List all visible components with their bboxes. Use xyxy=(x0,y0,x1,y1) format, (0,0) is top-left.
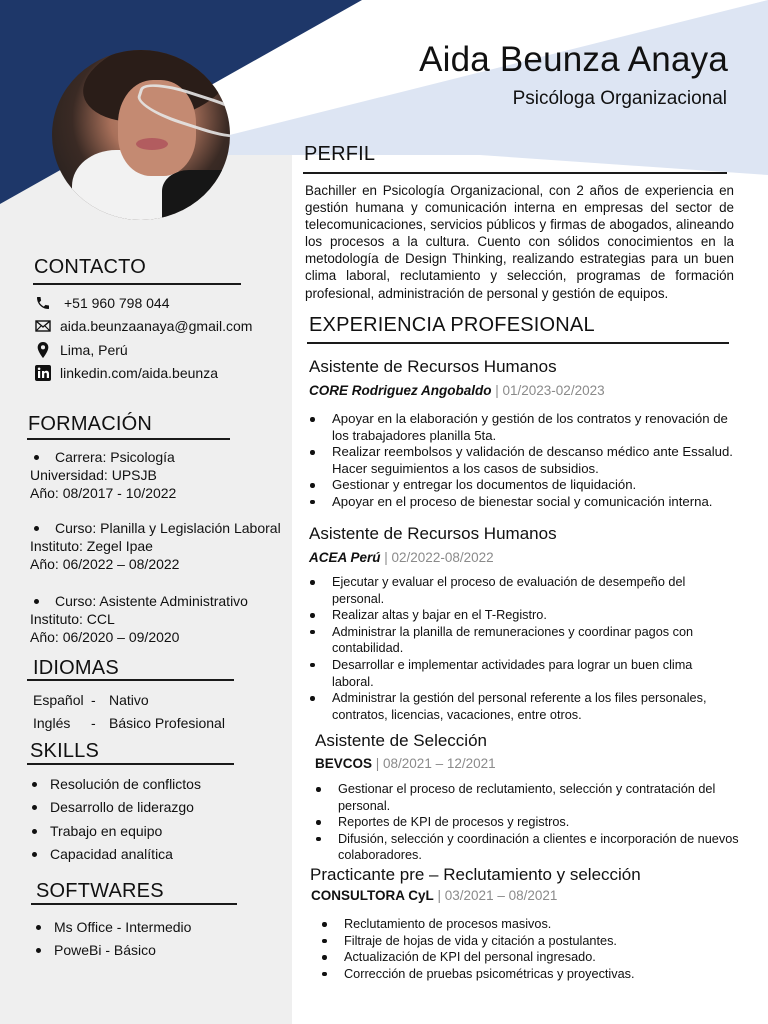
list-item: Capacidad analítica xyxy=(30,844,201,867)
skills-heading: SKILLS xyxy=(30,740,100,762)
contacto-divider xyxy=(33,283,241,285)
softwares-heading: SOFTWARES xyxy=(36,880,164,902)
job-company-line xyxy=(309,383,605,398)
list-item: Apoyar en la elaboración y gestión de los contratos y renovación de los trabajadores planilla 5ta. xyxy=(305,411,737,444)
edu-year: Año: 06/2022 – 08/2022 xyxy=(30,556,180,572)
avatar xyxy=(52,50,230,220)
list-item: Trabajo en equipo xyxy=(30,821,201,844)
job-dates: | 03/2021 – 08/2021 xyxy=(433,888,558,903)
bullet xyxy=(34,599,39,604)
job-tasks xyxy=(311,781,751,864)
idiomas-heading: IDIOMAS xyxy=(33,657,119,679)
list-item: Desarrollo de liderazgo xyxy=(30,797,201,820)
language-level: Nativo xyxy=(109,692,149,708)
job-company: CONSULTORA CyL xyxy=(311,888,434,903)
softwares-divider xyxy=(31,903,237,905)
experiencia-divider xyxy=(307,342,729,344)
list-item: Desarrollar e implementar actividades para lograr un buen clima laboral. xyxy=(305,657,715,690)
bullet xyxy=(34,455,39,460)
contact-location xyxy=(34,340,128,360)
formacion-heading: FORMACIÓN xyxy=(28,413,153,435)
job-tasks xyxy=(317,916,737,982)
softwares-list xyxy=(34,917,191,964)
bullet xyxy=(34,526,39,531)
language-level: Básico Profesional xyxy=(109,715,225,731)
list-item: Administrar la planilla de remuneraciones y coordinar pagos con contabilidad. xyxy=(305,624,715,657)
language-dash: - xyxy=(91,715,96,731)
formacion-divider xyxy=(27,438,230,440)
language-row xyxy=(33,715,225,731)
job-company-line xyxy=(309,550,494,565)
list-item: Ejecutar y evaluar el proceso de evaluación de desempeño del personal. xyxy=(305,574,715,607)
job-role: Psicóloga Organizacional xyxy=(512,88,727,109)
edu-institution: Universidad: UPSJB xyxy=(30,467,157,483)
education-item xyxy=(30,519,281,573)
job-title: Practicante pre – Reclutamiento y selección xyxy=(310,865,641,884)
education-item xyxy=(30,592,248,646)
list-item: Administrar la gestión del personal referente a los files personales, contratos, licencias, vacaciones, entre otros. xyxy=(305,690,715,723)
linkedin-icon xyxy=(34,364,52,382)
job-dates: | 08/2021 – 12/2021 xyxy=(372,756,496,771)
language-row xyxy=(33,692,149,708)
edu-course: Carrera: Psicología xyxy=(55,449,175,465)
job-company-line xyxy=(311,888,557,903)
contact-linkedin[interactable] xyxy=(34,363,218,383)
edu-institution: Instituto: CCL xyxy=(30,611,115,627)
list-item: Resolución de conflictos xyxy=(30,774,201,797)
list-item: Difusión, selección y coordinación a clientes e incorporación de nuevos colaboradores. xyxy=(311,831,751,864)
list-item: Corrección de pruebas psicométricas y proyectivas. xyxy=(317,966,737,983)
language-dash: - xyxy=(91,692,96,708)
contact-linkedin-text: linkedin.com/aida.beunza xyxy=(60,365,218,381)
job-title: Asistente de Selección xyxy=(315,731,487,750)
edu-course: Curso: Planilla y Legislación Laboral xyxy=(55,520,281,536)
edu-year: Año: 06/2020 – 09/2020 xyxy=(30,629,180,645)
experiencia-heading: EXPERIENCIA PROFESIONAL xyxy=(309,314,595,336)
perfil-divider xyxy=(303,172,727,174)
list-item: Ms Office - Intermedio xyxy=(34,917,191,940)
phone-icon xyxy=(34,294,52,312)
contacto-heading: CONTACTO xyxy=(34,256,146,278)
envelope-icon xyxy=(34,317,52,335)
education-item xyxy=(30,448,176,502)
job-tasks xyxy=(305,411,737,511)
list-item: Gestionar y entregar los documentos de liquidación. xyxy=(305,477,737,494)
contact-email[interactable] xyxy=(34,316,252,336)
full-name: Aida Beunza Anaya xyxy=(419,40,728,79)
contact-email-text: aida.beunzaanaya@gmail.com xyxy=(60,318,253,334)
contact-phone-text: +51 960 798 044 xyxy=(64,295,170,311)
list-item: Reclutamiento de procesos masivos. xyxy=(317,916,737,933)
job-dates: | 01/2023-02/2023 xyxy=(491,383,605,398)
job-dates: | 02/2022-08/2022 xyxy=(380,550,494,565)
list-item: Reportes de KPI de procesos y registros. xyxy=(311,814,751,831)
location-pin-icon xyxy=(34,341,52,359)
contact-phone[interactable] xyxy=(34,293,170,313)
list-item: Realizar reembolsos y validación de descanso médico ante Essalud. Hacer seguimientos a los casos de subsidios. xyxy=(305,444,737,477)
skills-divider xyxy=(27,763,234,765)
edu-course: Curso: Asistente Administrativo xyxy=(55,593,248,609)
edu-institution: Instituto: Zegel Ipae xyxy=(30,538,153,554)
job-tasks xyxy=(305,574,715,723)
job-company: ACEA Perú xyxy=(309,550,381,565)
language-name: Español xyxy=(33,692,84,708)
list-item: PoweBi - Básico xyxy=(34,940,191,963)
list-item: Apoyar en el proceso de bienestar social y comunicación interna. xyxy=(305,494,737,511)
list-item: Gestionar el proceso de reclutamiento, selección y contratación del personal. xyxy=(311,781,751,814)
perfil-text: Bachiller en Psicología Organizacional, con 2 años de experiencia en gestión humana y comunicación interna en empresas del sector de telecomunicaciones, servicios públicos y firmas de abogados, alineando los procesos a la cultura. Cuento con sólidos conocimientos en la metodología de Design Thinking, realizando estrategias para un buen clima laboral, reclutamiento y selección, programas de formación profesional, administración de personal y gestión de equipos. xyxy=(305,183,734,301)
job-company: CORE Rodriguez Angobaldo xyxy=(309,383,492,398)
language-name: Inglés xyxy=(33,715,71,731)
job-title: Asistente de Recursos Humanos xyxy=(309,524,557,543)
contact-location-text: Lima, Perú xyxy=(60,342,128,358)
job-company-line xyxy=(315,756,496,771)
edu-year: Año: 08/2017 - 10/2022 xyxy=(30,485,177,501)
perfil-heading: PERFIL xyxy=(304,143,376,165)
list-item: Filtraje de hojas de vida y citación a postulantes. xyxy=(317,933,737,950)
list-item: Actualización de KPI del personal ingresado. xyxy=(317,949,737,966)
job-title: Asistente de Recursos Humanos xyxy=(309,357,557,376)
idiomas-divider xyxy=(27,679,234,681)
skills-list xyxy=(30,774,201,867)
job-company: BEVCOS xyxy=(315,756,373,771)
list-item: Realizar altas y bajar en el T-Registro. xyxy=(305,607,715,624)
